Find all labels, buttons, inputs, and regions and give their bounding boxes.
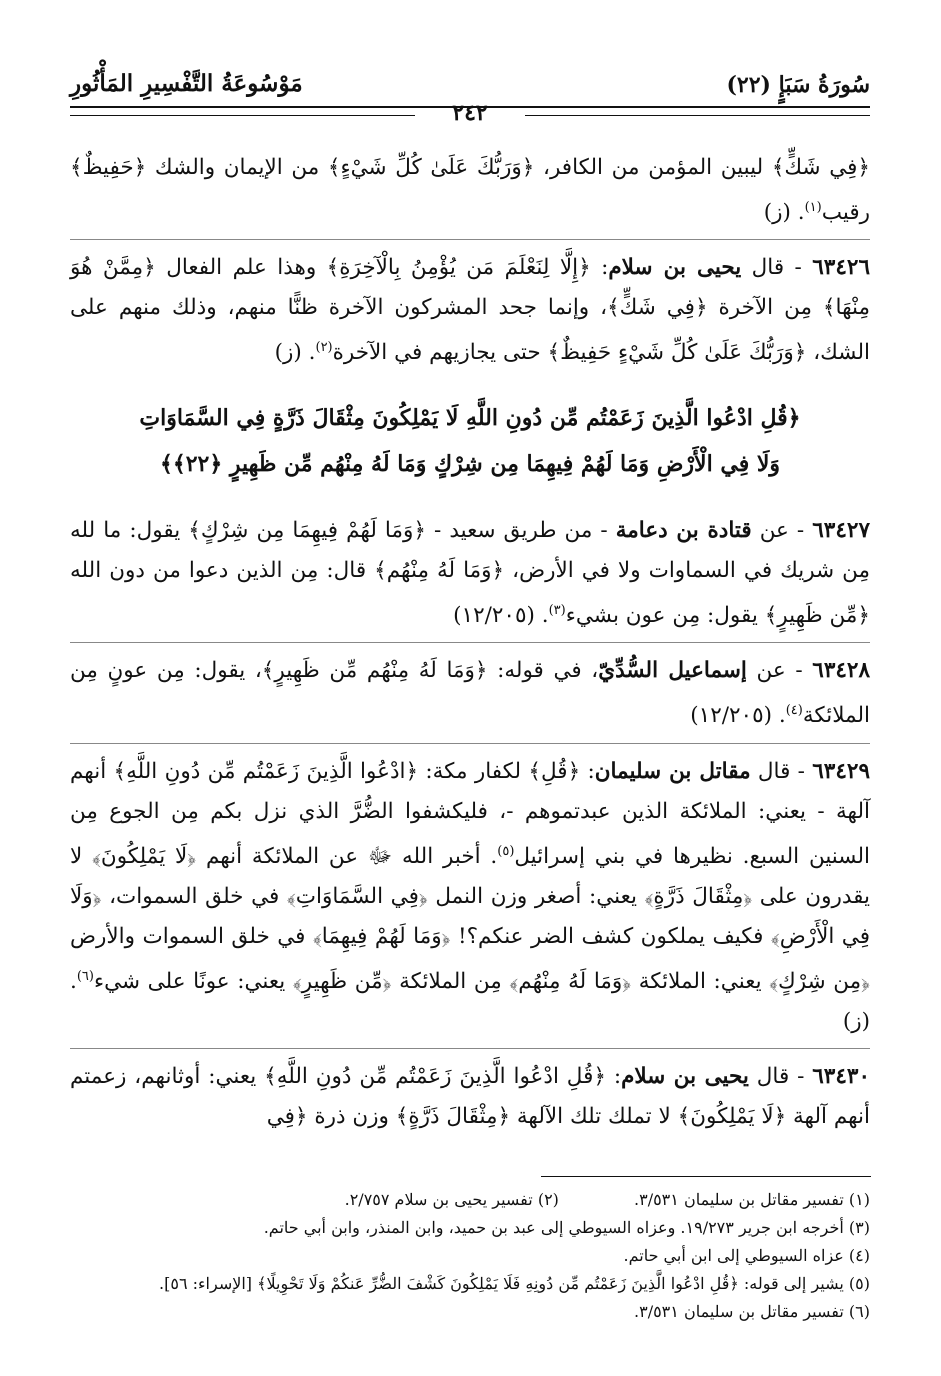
footnote-ref[interactable]: (٢): [315, 340, 333, 356]
footnote-3: (٣) أخرجه ابن جرير ١٩/٢٧٣. وعزاه السيوطي إلى عبد بن حميد، وابن المنذر، وابن أبي حاتم.: [263, 1218, 870, 1237]
entry-number: ٦٣٤٢٩: [812, 758, 870, 784]
footnote-1: (١) تفسير مقاتل بن سليمان ٣/٥٣١.: [634, 1190, 870, 1209]
quran-verse: [70, 395, 870, 487]
entry-63429: ٦٣٤٢٩ - قال مقاتل بن سليمان: ﴿قُلِ﴾ لكفار مكة: ﴿ادْعُوا الَّذِينَ زَعَمْتُم مِّن دُونِ اللَّهِ﴾ أنهم آلهة - يعني: الملائكة الذين عبدتموهم -، فليكشفوا الضُّرَّ الذي نزل بكم مِن الجوع مِن السنين السبع. نظيرها في بني إسرائيل$^{(٥)}$. أخبر الله ﷻ عن الملائكة أنهم ﴿لَا يَمْلِكُونَ﴾ لا يقدرون على ﴿مِثْقَالَ ذَرَّةٍ﴾ يعني: أصغر وزن النمل ﴿فِي السَّمَاوَاتِ﴾ في خلق السموات، ﴿وَلَا فِي الْأَرْضِ﴾ فكيف يملكون كشف الضر عنكم؟! ﴿وَمَا لَهُمْ فِيهِمَا﴾ في خلق السموات والأرض ﴿مِن شِرْكٍ﴾ يعني: الملائكة ﴿وَمَا لَهُ مِنْهُم﴾ مِن الملائكة ﴿مِّن ظَهِيرٍ﴾ يعني: عونًا على شيء$^{(٦)}$. (ز): [70, 758, 870, 1034]
entry-number: ٦٣٤٢٦: [812, 255, 870, 281]
page-body: [70, 148, 870, 1143]
footnote-4: (٤) عزاه السيوطي إلى ابن أبي حاتم.: [623, 1246, 870, 1265]
entry-separator: [70, 239, 870, 240]
narrator-name: مقاتل بن سليمان: [594, 758, 751, 784]
entry-number: ٦٣٤٢٧: [812, 518, 870, 544]
footnote-ref[interactable]: (٥): [497, 843, 515, 859]
verse-line-2: وَلَا فِي الْأَرْضِ وَمَا لَهُمْ فِيهِمَا مِن شِرْكٍ وَمَا لَهُ مِنْهُم مِّن ظَهِيرٍ ﴿٢٢﴾﴾: [159, 451, 781, 478]
entry-separator: [70, 743, 870, 744]
page-number: ٢٤٢: [452, 100, 488, 126]
narrator-name: قتادة بن دعامة: [615, 518, 752, 544]
entry-63430: ٦٣٤٣٠ - قال يحيى بن سلام: ﴿قُلِ ادْعُوا الَّذِينَ زَعَمْتُم مِّن دُونِ اللَّهِ﴾ يعني: أوثانهم، زعمتم أنهم آلهة ﴿لَا يَمْلِكُونَ﴾ لا تملك تلك الآلهة ﴿مِثْقَالَ ذَرَّةٍ﴾ وزن ذرة ﴿فِي: [70, 1063, 870, 1129]
entry-continuation: ﴿فِي شَكٍّ﴾ ليبين المؤمن من الكافر، ﴿وَرَبُّكَ عَلَىٰ كُلِّ شَيْءٍ﴾ من الإيمان والشك ﴿حَفِيظٌ﴾ رقيب$^{(١)}$. (ز): [70, 155, 870, 226]
footnote-ref[interactable]: (٦): [76, 968, 94, 984]
entry-number: ٦٣٤٢٨: [812, 658, 871, 684]
page-number-rule-right: [525, 115, 870, 116]
footnote-ref[interactable]: (٣): [548, 603, 566, 619]
entry-number: ٦٣٤٣٠: [812, 1063, 870, 1089]
footnote-row-1-2: [70, 1186, 870, 1214]
footnote-6: (٦) تفسير مقاتل بن سليمان ٣/٥٣١.: [634, 1302, 870, 1321]
page-number-row: [70, 100, 870, 130]
entry-separator: [70, 642, 870, 643]
page-number-rule-left: [70, 115, 415, 116]
footnote-rule: [541, 1176, 871, 1177]
entry-separator: [70, 1048, 870, 1049]
narrator-name: إسماعيل السُّدِّيّ: [598, 658, 747, 684]
narrator-name: يحيى بن سلام: [621, 1063, 749, 1089]
footnote-ref[interactable]: (٤): [785, 703, 803, 719]
entry-63428: ٦٣٤٢٨ - عن إسماعيل السُّدِّيّ، في قوله: ﴿وَمَا لَهُ مِنْهُم مِّن ظَهِيرٍ﴾، يقول: مِن عونٍ مِن الملائكة$^{(٤)}$. (١٢/٢٠٥): [70, 658, 871, 729]
entry-63427: ٦٣٤٢٧ - عن قتادة بن دعامة - من طريق سعيد - ﴿وَمَا لَهُمْ فِيهِمَا مِن شِرْكٍ﴾ يقول: ما لله مِن شريك في السماوات ولا في الأرض، ﴿وَمَا لَهُ مِنْهُم﴾ قال: مِن الذين دعوا من دون الله ﴿مِّن ظَهِيرٍ﴾ يقول: مِن عون بشيء$^{(٣)}$. (١٢/٢٠٥): [70, 518, 870, 629]
narrator-name: يحيى بن سلام: [608, 255, 742, 281]
footnote-2: (٢) تفسير يحيى بن سلام ٢/٧٥٧.: [344, 1190, 559, 1209]
verse-line-1: ﴿قُلِ ادْعُوا الَّذِينَ زَعَمْتُم مِّن دُونِ اللَّهِ لَا يَمْلِكُونَ مِثْقَالَ ذَرَّةٍ فِي السَّمَاوَاتِ: [139, 405, 801, 432]
entry-63426: ٦٣٤٢٦ - قال يحيى بن سلام: ﴿إِلَّا لِنَعْلَمَ مَن يُؤْمِنُ بِالْآخِرَةِ﴾ وهذا علم الفعال ﴿مِمَّنْ هُوَ مِنْهَا﴾ مِن الآخرة ﴿فِي شَكٍّ﴾، وإنما جحد المشركون الآخرة ظنًّا منهم، وذلك منهم على الشك، ﴿وَرَبُّكَ عَلَىٰ كُلِّ شَيْءٍ حَفِيظٌ﴾ حتى يجازيهم في الآخرة$^{(٢)}$. (ز): [70, 255, 870, 366]
footnote-ref[interactable]: (١): [804, 200, 822, 215]
book-title: مَوْسُوعَةُ التَّفْسِيرِ المَأْثُورِ: [70, 70, 303, 97]
footnote-5: (٥) يشير إلى قوله: ﴿قُلِ ادْعُوا الَّذِينَ زَعَمْتُم مِّن دُونِهِ فَلَا يَمْلِكُونَ كَشْفَ الضُّرِّ عَنكُمْ وَلَا تَحْوِيلًا﴾ [الإسراء: ٥٦].: [159, 1274, 870, 1293]
surah-header: سُورَةُ سَبَإٍ (٢٢): [726, 72, 870, 98]
footnotes: [70, 1186, 870, 1326]
